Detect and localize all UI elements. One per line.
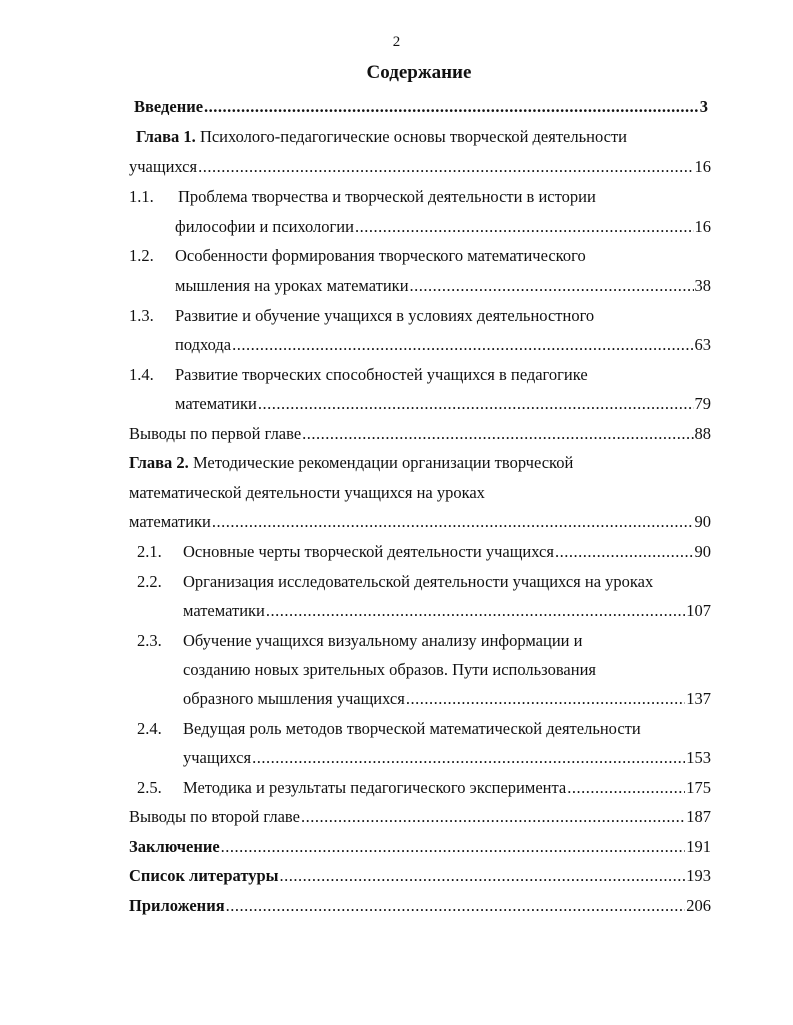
chapter-label: Глава 1. [136, 127, 196, 146]
dot-leader [266, 600, 685, 622]
toc-label: Список литературы [129, 866, 279, 885]
toc-entry-1-1-cont [175, 216, 711, 238]
toc-entry-1-2-cont [175, 275, 711, 297]
chapter-label: Глава 2. [129, 453, 189, 472]
section-number: 1.4. [129, 365, 154, 384]
toc-entry-1-1: Проблема творчества и творческой деятельности в истории [178, 187, 596, 206]
toc-page: 193 [686, 866, 711, 885]
section-number: 2.5. [137, 778, 162, 797]
dot-leader [212, 511, 694, 533]
dot-leader [410, 275, 694, 297]
toc-entry-1-4-cont [175, 393, 711, 415]
toc-label: учащихся [183, 748, 252, 767]
toc-label: Приложения [129, 896, 225, 915]
toc-page: 90 [694, 512, 711, 531]
toc-page: 187 [686, 807, 711, 826]
toc-label: Основные черты творческой деятельности учащихся [183, 542, 554, 561]
section-number: 2.1. [137, 542, 162, 561]
toc-entry-2-3: Обучение учащихся визуальному анализу информации и [183, 631, 583, 650]
section-number: 1.1. [129, 187, 154, 206]
toc-page: 88 [694, 424, 711, 443]
page-number: 2 [392, 34, 401, 50]
dot-leader [555, 541, 694, 563]
toc-label: Выводы по второй главе [129, 807, 300, 826]
dot-leader [226, 895, 686, 917]
toc-label: Заключение [129, 837, 220, 856]
toc-page: 107 [686, 601, 711, 620]
dot-leader [567, 777, 685, 799]
toc-entry-2-5 [183, 777, 711, 799]
dot-leader [302, 423, 693, 445]
toc-label: философии и психологии [175, 217, 354, 236]
toc-entry-introduction [134, 96, 708, 118]
toc-entry-2-4-cont [183, 747, 711, 769]
toc-page: 90 [694, 542, 711, 561]
section-number: 1.3. [129, 306, 154, 325]
toc-page: 16 [694, 217, 711, 236]
dot-leader [198, 156, 693, 178]
dot-leader [355, 216, 694, 238]
toc-entry-2-3-cont2 [183, 688, 711, 710]
toc-page: 137 [686, 689, 711, 708]
toc-label: математики [129, 512, 211, 531]
section-number: 1.2. [129, 246, 154, 265]
dot-leader [280, 865, 686, 887]
toc-entry-chapter-1 [136, 126, 627, 148]
toc-page: 3 [699, 97, 708, 116]
toc-entry-2-4: Ведущая роль методов творческой математической деятельности [183, 719, 641, 738]
toc-entry-chapter-2 [129, 452, 573, 474]
toc-label: Психолого-педагогические основы творческой деятельности [195, 127, 627, 146]
section-number: 2.3. [137, 631, 162, 650]
toc-entry-chapter-2-cont2 [129, 511, 711, 533]
toc-entry-conclusions-1 [129, 423, 711, 445]
toc-entry-2-2-cont [183, 600, 711, 622]
toc-page: 63 [694, 335, 711, 354]
dot-leader [204, 96, 699, 118]
toc-entry-2-3-cont: созданию новых зрительных образов. Пути использования [183, 660, 596, 679]
toc-entry-conclusions-2 [129, 806, 711, 828]
toc-label: математики [175, 394, 257, 413]
toc-page: 153 [686, 748, 711, 767]
toc-label: Методические рекомендации организации творческой [188, 453, 574, 472]
toc-label: образного мышления учащихся [183, 689, 405, 708]
toc-entry-1-3-cont [175, 334, 711, 356]
toc-entry-conclusion [129, 836, 711, 858]
toc-entry-1-3: Развитие и обучение учащихся в условиях деятельностного [175, 306, 595, 325]
toc-entry-1-4: Развитие творческих способностей учащихся в педагогике [175, 365, 588, 384]
dot-leader [258, 393, 694, 415]
toc-page: 38 [694, 276, 711, 295]
toc-page: 79 [694, 394, 711, 413]
toc-label: учащихся [129, 157, 198, 176]
toc-entry-2-2: Организация исследовательской деятельности учащихся на уроках [183, 572, 654, 591]
toc-entry-2-1 [183, 541, 711, 563]
dot-leader [221, 836, 686, 858]
toc-label: мышления на уроках математики [175, 276, 409, 295]
page-title: Содержание [366, 62, 472, 83]
section-number: 2.4. [137, 719, 162, 738]
toc-entry-appendix [129, 895, 711, 917]
dot-leader [252, 747, 685, 769]
dot-leader [232, 334, 693, 356]
toc-page: 191 [686, 837, 711, 856]
toc-entry-references [129, 865, 711, 887]
toc-entry-chapter-1-cont [129, 156, 711, 178]
toc-entry-chapter-2-cont: математической деятельности учащихся на уроках [129, 483, 485, 502]
dot-leader [301, 806, 685, 828]
toc-entry-1-2: Особенности формирования творческого математического [175, 246, 586, 265]
toc-label: подхода [175, 335, 232, 354]
toc-label: Методика и результаты педагогического эксперимента [183, 778, 567, 797]
dot-leader [406, 688, 685, 710]
toc-page: 206 [686, 896, 711, 915]
section-number: 2.2. [137, 572, 162, 591]
toc-label: Введение [134, 97, 204, 116]
toc-label: математики [183, 601, 265, 620]
toc-page: 16 [694, 157, 711, 176]
toc-label: Выводы по первой главе [129, 424, 302, 443]
toc-page: 175 [686, 778, 711, 797]
